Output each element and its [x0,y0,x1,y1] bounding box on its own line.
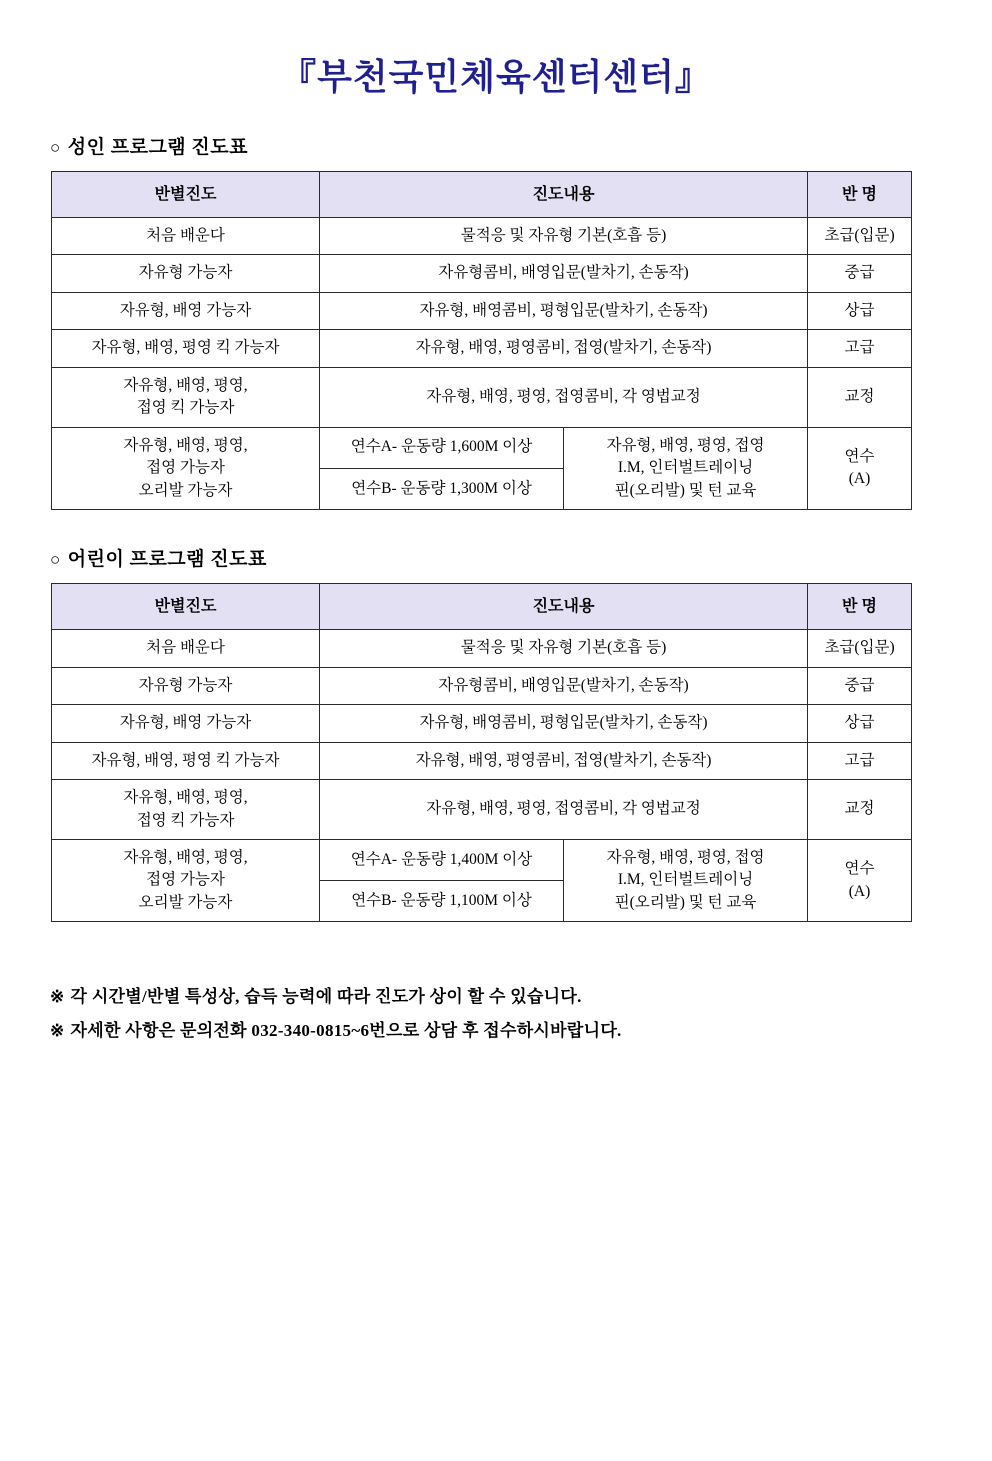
cell-content: 자유형, 배영, 평영, 접영 I.M, 인터벌트레이닝 핀(오리발) 및 턴 교육 [564,840,808,922]
cell-training-b: 연수B- 운동량 1,100M 이상 [320,881,564,922]
bullet-circle-icon: ○ [50,137,61,157]
bullet-circle-icon: ○ [50,550,61,569]
table-header-row [52,584,912,630]
cell-level: 자유형 가능자 [52,255,320,292]
column-header-level: 반별진도 [52,171,320,217]
document-page [0,58,992,1047]
cell-level: 자유형, 배영 가능자 [52,292,320,329]
table-row-training [52,840,912,881]
note-text: 자세한 사항은 문의전화 032-340-0815~6번으로 상담 후 접수하시바랍니다. [70,1020,622,1040]
page-title: 『부천국민체육센터센터』 [280,57,712,97]
cell-content: 자유형, 배영, 평영, 접영 I.M, 인터벌트레이닝 핀(오리발) 및 턴 교육 [564,427,808,509]
table-row [52,630,912,667]
table-row [52,742,912,779]
cell-level: 처음 배운다 [52,630,320,667]
asterisk-icon: ※ [50,987,65,1007]
cell-content: 자유형콤비, 배영입문(발차기, 손동작) [320,667,808,704]
table-row [52,217,912,254]
children-program-table [51,583,912,922]
cell-content: 물적응 및 자유형 기본(호흡 등) [320,630,808,667]
asterisk-icon: ※ [50,1020,65,1040]
footer-notes [50,980,942,1046]
cell-classname: 교정 [808,367,912,427]
note-line [50,1014,942,1047]
cell-training-b: 연수B- 운동량 1,300M 이상 [320,468,564,509]
cell-classname: 상급 [808,292,912,329]
cell-classname: 중급 [808,255,912,292]
cell-classname: 연수 (A) [808,427,912,509]
cell-classname: 고급 [808,742,912,779]
cell-classname: 교정 [808,780,912,840]
cell-level: 자유형, 배영, 평영 킥 가능자 [52,742,320,779]
cell-content: 자유형, 배영, 평영, 접영콤비, 각 영법교정 [320,367,808,427]
section-title-text: 어린이 프로그램 진도표 [67,549,267,570]
cell-classname: 고급 [808,330,912,367]
cell-classname: 초급(입문) [808,630,912,667]
table-row [52,780,912,840]
cell-level: 자유형, 배영, 평영, 접영 가능자 오리발 가능자 [52,840,320,922]
cell-training-a: 연수A- 운동량 1,400M 이상 [320,840,564,881]
table-row [52,292,912,329]
note-text: 각 시간별/반별 특성상, 습득 능력에 따라 진도가 상이 할 수 있습니다. [70,987,582,1007]
cell-training-a: 연수A- 운동량 1,600M 이상 [320,427,564,468]
cell-content: 자유형, 배영, 평영, 접영콤비, 각 영법교정 [320,780,808,840]
table-header-row [52,171,912,217]
column-header-level: 반별진도 [52,584,320,630]
table-row [52,367,912,427]
cell-content: 자유형, 배영콤비, 평형입문(발차기, 손동작) [320,705,808,742]
cell-level: 자유형 가능자 [52,667,320,704]
cell-level: 자유형, 배영, 평영, 접영 킥 가능자 [52,367,320,427]
column-header-classname: 반 명 [808,584,912,630]
cell-classname: 초급(입문) [808,217,912,254]
column-header-content: 진도내용 [320,584,808,630]
section-heading-adult [50,132,942,159]
cell-classname: 상급 [808,705,912,742]
cell-content: 자유형, 배영, 평영콤비, 접영(발차기, 손동작) [320,742,808,779]
table-row [52,667,912,704]
section-title-text: 성인 프로그램 진도표 [67,136,248,158]
column-header-classname: 반 명 [808,171,912,217]
note-line [50,980,942,1013]
cell-content: 자유형콤비, 배영입문(발차기, 손동작) [320,255,808,292]
table-row [52,255,912,292]
table-row-training [52,427,912,468]
adult-program-table [51,171,912,510]
cell-level: 자유형, 배영 가능자 [52,705,320,742]
cell-content: 물적응 및 자유형 기본(호흡 등) [320,217,808,254]
cell-level: 자유형, 배영, 평영, 접영 킥 가능자 [52,780,320,840]
table-row [52,705,912,742]
cell-level: 자유형, 배영, 평영 킥 가능자 [52,330,320,367]
cell-classname: 연수 (A) [808,840,912,922]
table-row [52,330,912,367]
cell-content: 자유형, 배영, 평영콤비, 접영(발차기, 손동작) [320,330,808,367]
cell-classname: 중급 [808,667,912,704]
cell-level: 자유형, 배영, 평영, 접영 가능자 오리발 가능자 [52,427,320,509]
cell-level: 처음 배운다 [52,217,320,254]
column-header-content: 진도내용 [320,171,808,217]
section-heading-children [50,544,942,571]
cell-content: 자유형, 배영콤비, 평형입문(발차기, 손동작) [320,292,808,329]
